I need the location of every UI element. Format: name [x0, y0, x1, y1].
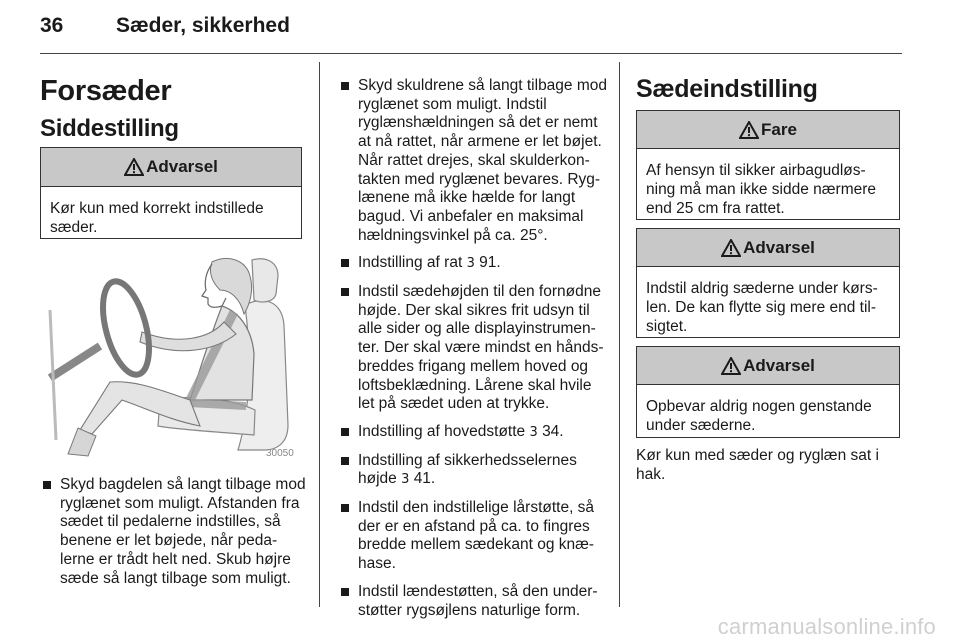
- section-title: Forsæder: [40, 75, 172, 107]
- page-ref: 34.: [542, 422, 564, 440]
- page-ref-icon: 3: [529, 424, 538, 440]
- list-item: Indstil sædehøjden til den fornødne højde. Der skal sikres frit udsyn til alle sider og alle displayinstrumen-ter. Der skal være mindst en hånds-breddes frigang mellem hoved og loftsbeklædning. Lårene skal hvile let på sædet uden at trykke.: [338, 283, 610, 414]
- list-item: Indstilling af rat 3 91.: [338, 254, 610, 274]
- chapter-title: Sæder, sikkerhed: [116, 14, 290, 37]
- warning-box-header: [637, 229, 899, 267]
- page-ref-icon: 3: [401, 472, 410, 488]
- col1-bullet-list: [40, 476, 308, 597]
- warning-box-text: Opbevar aldrig nogen genstande under sæderne.: [646, 398, 872, 434]
- warning-triangle-icon: [721, 357, 741, 375]
- col2-bullet-list: [338, 77, 610, 629]
- list-item: Indstil lændestøtten, så den under-støtter rygsøjlens naturlige form.: [338, 583, 610, 620]
- warning-box-header: [41, 148, 301, 187]
- warning-triangle-icon: [739, 121, 759, 139]
- warning-box-header: [637, 347, 899, 385]
- warning-box-title: Advarsel: [146, 157, 218, 176]
- warning-box-title: Advarsel: [743, 355, 815, 375]
- page-ref: 91.: [479, 254, 501, 272]
- warning-box-title: Advarsel: [743, 237, 815, 257]
- section-title-seat-adjustment: Sædeindstilling: [636, 75, 818, 103]
- column-divider-1: [319, 62, 320, 607]
- danger-box-title: Fare: [761, 119, 797, 139]
- watermark: carmanualsonline.info: [717, 614, 936, 639]
- danger-box: [636, 110, 900, 220]
- list-item: Indstilling af hovedstøtte 3 34.: [338, 423, 610, 443]
- seat-position-illustration: [40, 250, 302, 462]
- danger-box-header: [637, 111, 899, 149]
- list-item: Indstilling af sikkerhedsselernes højde 3 41.: [338, 452, 610, 490]
- page-ref: 41.: [413, 470, 436, 488]
- header-divider: [40, 53, 902, 54]
- warning-box-text: Indstil aldrig sæderne under kørs-len. De kan flytte sig mere end til-sigtet.: [646, 280, 878, 335]
- driver-seat-figure: [40, 250, 302, 462]
- list-item: Indstil den indstillelige lårstøtte, så der er en afstand på ca. to fingres bredde mellem sædekant og knæ-hase.: [338, 499, 610, 574]
- subsection-title: Siddestilling: [40, 115, 179, 142]
- warning-box: [636, 228, 900, 338]
- closing-paragraph: Kør kun med sæder og ryglæn sat i hak.: [636, 447, 879, 483]
- warning-box: [40, 147, 302, 239]
- list-item: Skyd skuldrene så langt tilbage mod ryglænet som muligt. Indstil ryglænshældningen så det er nemt at nå rattet, når armene er let bøjet. Når rattet drejes, skal skulderkon-takten med ryglænet bevares. Ryg-lænene må ikke hælde for langt bagud. Vi anbefaler en maksimal hældningsvinkel på ca. 25°.: [338, 77, 610, 245]
- danger-box-text: Af hensyn til sikker airbagudløs-ning må man ikke sidde nærmere end 25 cm fra rattet.: [646, 162, 877, 217]
- warning-box-text: Kør kun med korrekt indstillede sæder.: [50, 200, 264, 236]
- warning-triangle-icon: [124, 158, 144, 176]
- warning-box: [636, 346, 900, 438]
- figure-number: 30050: [266, 448, 294, 459]
- list-item: Skyd bagdelen så langt tilbage mod ryglænet som muligt. Afstanden fra sædet til pedalerne indstilles, så benene er let bøjede, når peda-lerne er trådt helt ned. Skub højre sæde så langt tilbage som muligt.: [40, 476, 308, 588]
- page-number: 36: [40, 14, 64, 37]
- warning-triangle-icon: [721, 239, 741, 257]
- column-divider-2: [619, 62, 620, 607]
- page-ref-icon: 3: [466, 256, 475, 272]
